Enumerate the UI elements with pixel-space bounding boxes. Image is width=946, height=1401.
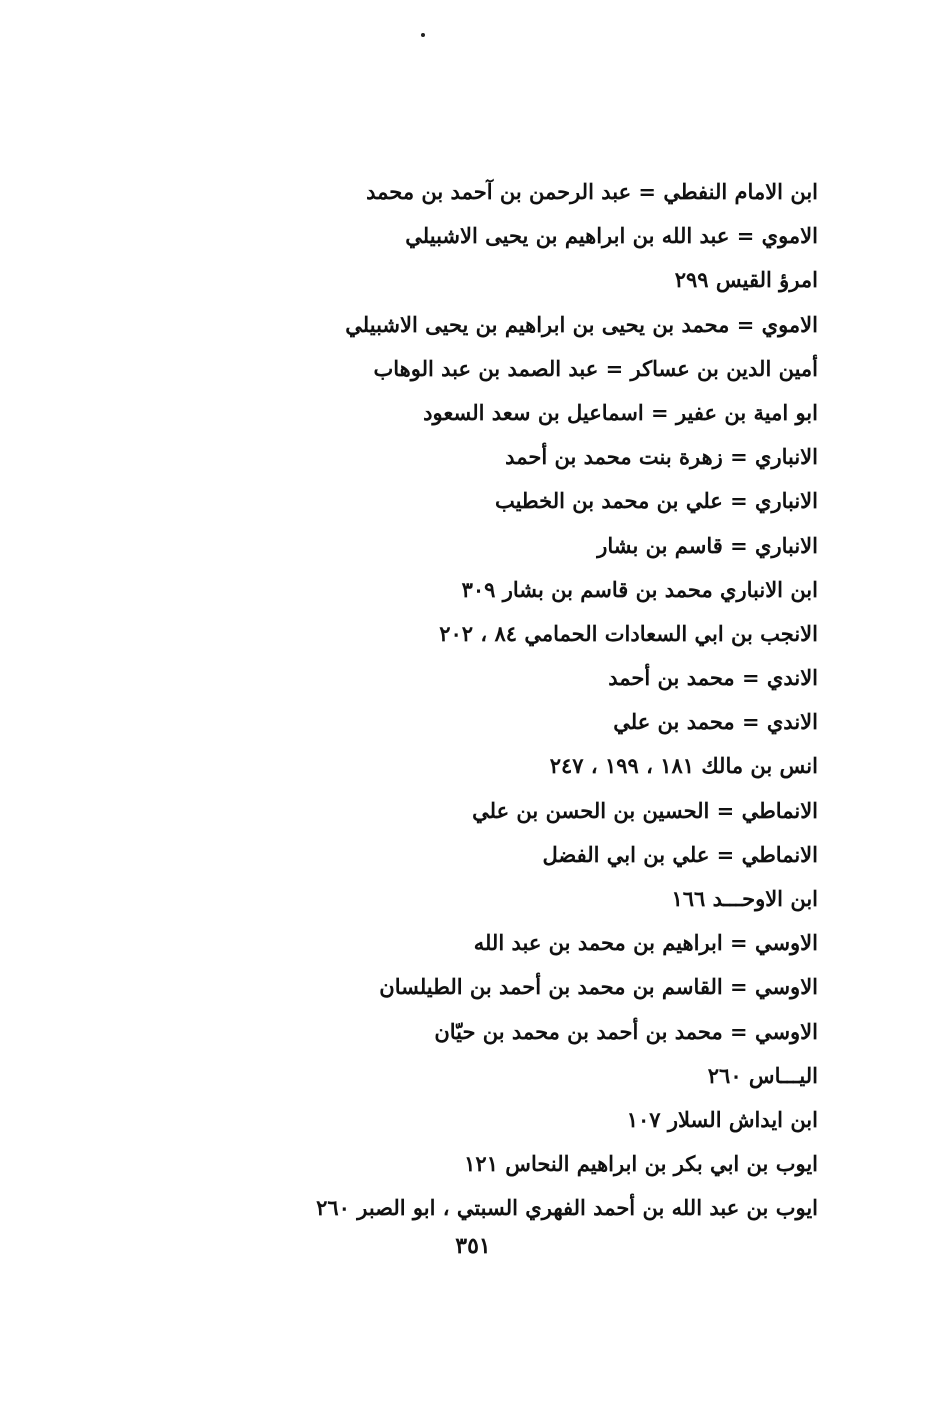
index-entry: الانجب بن ابي السعادات الحمامي ٨٤ ، ٢٠٢ — [439, 620, 818, 646]
index-entry: ابن ايداش السلار ١٠٧ — [626, 1106, 818, 1132]
index-entry: ابن الاوحـــد ١٦٦ — [671, 886, 818, 911]
ink-speck — [421, 33, 425, 37]
index-entry: ايوب بن عبد الله بن أحمد الفهري السبتي ، ابو الصبر ٢٦٠ — [316, 1195, 818, 1221]
index-entry: ايوب بن ابي بكر بن ابراهيم النحاس ١٢١ — [464, 1151, 818, 1177]
index-entry: الاموي = محمد بن يحيى بن ابراهيم بن يحيى الاشبيلي — [345, 311, 818, 337]
index-entry: الاموي = عبد الله بن ابراهيم بن يحيى الاشبيلي — [405, 223, 818, 249]
index-entry: امرؤ القيس ٢٩٩ — [674, 267, 818, 293]
index-entry: الانباري = قاسم بن بشار — [597, 532, 818, 558]
index-entry: الانماطي = علي بن ابي الفضل — [542, 841, 818, 867]
index-entry: الاوسي = القاسم بن محمد بن أحمد بن الطيلسان — [379, 974, 818, 1000]
index-entry: أمين الدين بن عساكر = عبد الصمد بن عبد الوهاب — [373, 355, 818, 381]
index-entry: الانماطي = الحسين بن الحسن بن علي — [472, 797, 818, 823]
index-entry: الاوسي = محمد بن أحمد بن محمد بن حيّان — [434, 1018, 818, 1044]
index-entry: الاندي = محمد بن علي — [613, 709, 818, 735]
page-number: ٣٥١ — [455, 1233, 491, 1259]
index-entry: ابن الامام النفطي = عبد الرحمن بن آحمد بن محمد — [366, 179, 818, 204]
index-entry: اليـــاس ٢٦٠ — [707, 1062, 818, 1088]
index-entry: الاندي = محمد بن أحمد — [608, 665, 818, 691]
index-entry: ابو امية بن عفير = اسماعيل بن سعد السعود — [423, 399, 818, 425]
index-entry: الاوسي = ابراهيم بن محمد بن عبد الله — [473, 930, 818, 956]
index-entry: ابن الانباري محمد بن قاسم بن بشار ٣٠٩ — [461, 576, 818, 602]
index-entry: الانباري = زهرة بنت محمد بن أحمد — [505, 444, 818, 470]
index-entry: الانباري = علي بن محمد بن الخطيب — [494, 488, 818, 514]
index-entry: انس بن مالك ١٨١ ، ١٩٩ ، ٢٤٧ — [549, 753, 818, 779]
index-entry-list — [178, 170, 818, 1231]
